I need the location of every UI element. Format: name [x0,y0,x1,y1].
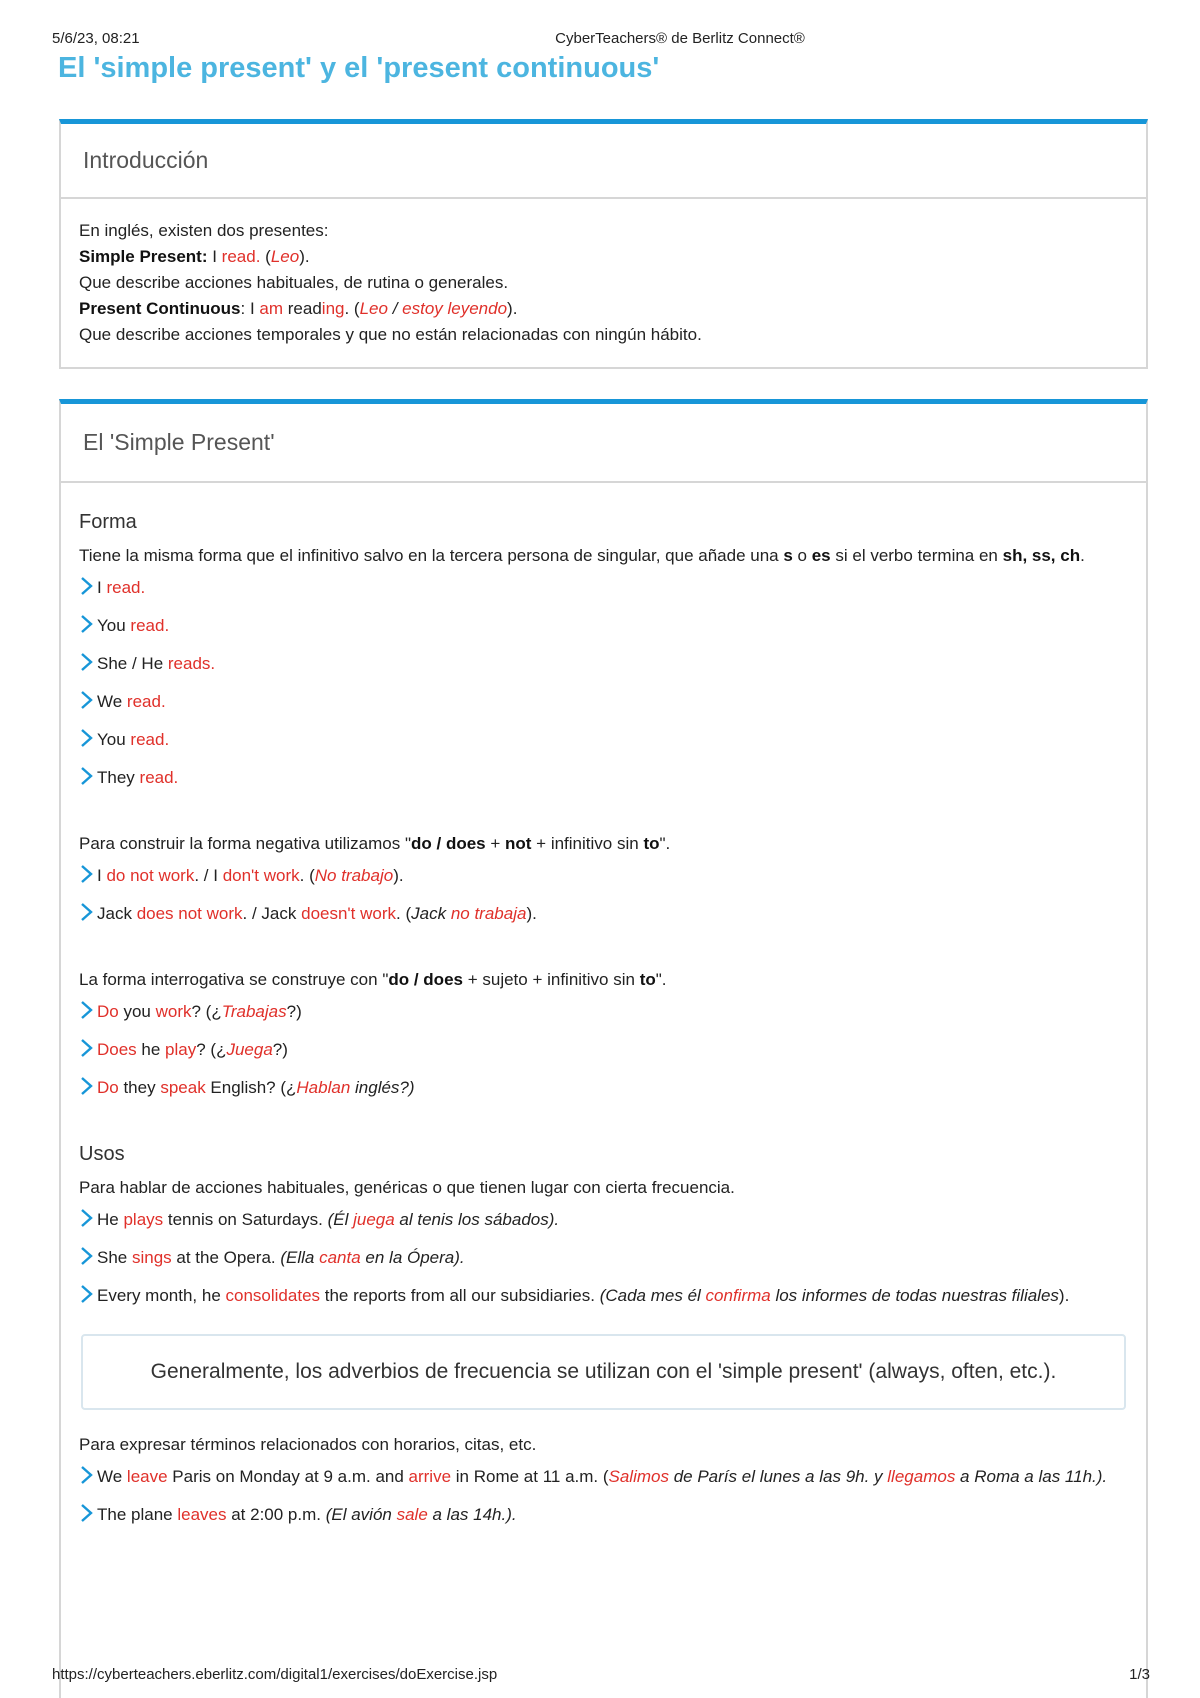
list-item: You read. [79,613,1128,638]
chevron-right-icon [79,1465,94,1485]
print-url: https://cyberteachers.eberlitz.com/digital1/exercises/doExercise.jsp [52,1666,498,1683]
intro-body [61,199,1146,348]
chevron-right-icon [79,614,94,634]
usos-subtitle: Usos [79,1143,125,1165]
chevron-right-icon [79,652,94,672]
horarios-text: Para expresar términos relacionados con horarios, citas, etc. [79,1435,537,1454]
simple-present-label: Simple Present: [79,247,208,266]
intro-line: En inglés, existen dos presentes: [79,221,329,240]
interrogative-list [79,999,1128,1100]
chevron-right-icon [79,864,94,884]
intro-card [59,119,1148,369]
intro-present-continuous-line: Present Continuous: I am reading. (Leo / estoy leyendo). [79,299,518,318]
page-title: El 'simple present' y el 'present continuous' [58,52,660,84]
intro-line: Que describe acciones habituales, de rutina o generales. [79,273,509,292]
usos-list [79,1207,1128,1308]
conjugation-list [79,575,1128,790]
simple-present-heading: El 'Simple Present' [61,404,1146,483]
chevron-right-icon [79,1503,94,1523]
list-item: He plays tennis on Saturdays. (Él juega al tenis los sábados). [79,1207,1128,1232]
horarios-list [79,1464,1128,1527]
chevron-right-icon [79,902,94,922]
simple-present-body [61,483,1146,1527]
chevron-right-icon [79,690,94,710]
list-item: Does he play? (¿Juega?) [79,1037,1128,1062]
intro-line: Que describe acciones temporales y que no están relacionadas con ningún hábito. [79,325,702,344]
forma-subtitle: Forma [79,511,137,533]
negative-intro: Para construir la forma negativa utilizamos "do / does + not + infinitivo sin to". [79,834,671,853]
list-item: Every month, he consolidates the reports from all our subsidiaries. (Cada mes él confirma los informes de todas nuestras filiales). [79,1283,1128,1308]
page-number: 1/3 [1129,1666,1150,1683]
list-item: She / He reads. [79,651,1128,676]
chevron-right-icon [79,1076,94,1096]
chevron-right-icon [79,1000,94,1020]
usos-text: Para hablar de acciones habituales, genéricas o que tienen lugar con cierta frecuencia. [79,1178,735,1197]
chevron-right-icon [79,1038,94,1058]
chevron-right-icon [79,728,94,748]
present-continuous-label: Present Continuous [79,299,241,318]
list-item: The plane leaves at 2:00 p.m. (El avión sale a las 14h.). [79,1502,1128,1527]
list-item: I read. [79,575,1128,600]
chevron-right-icon [79,1208,94,1228]
intro-simple-present-line: Simple Present: I read. (Leo). [79,247,310,266]
list-item: You read. [79,727,1128,752]
negative-list [79,863,1128,926]
list-item: We leave Paris on Monday at 9 a.m. and arrive in Rome at 11 a.m. (Salimos de París el lunes a las 9h. y llegamos a Roma a las 11h.). [79,1464,1128,1489]
list-item: We read. [79,689,1128,714]
list-item: Jack does not work. / Jack doesn't work. (Jack no trabaja). [79,901,1128,926]
chevron-right-icon [79,766,94,786]
interrogative-intro: La forma interrogativa se construye con "do / does + sujeto + infinitivo sin to". [79,970,667,989]
chevron-right-icon [79,1246,94,1266]
print-site-title: CyberTeachers® de Berlitz Connect® [555,30,805,47]
list-item: Do you work? (¿Trabajas?) [79,999,1128,1024]
list-item: I do not work. / I don't work. (No trabajo). [79,863,1128,888]
print-datetime: 5/6/23, 08:21 [52,30,140,47]
chevron-right-icon [79,1284,94,1304]
list-item: Do they speak English? (¿Hablan inglés?) [79,1075,1128,1100]
forma-text: Tiene la misma forma que el infinitivo salvo en la tercera persona de singular, que añade una s o es si el verbo termina en sh, ss, ch. [79,546,1085,565]
intro-heading: Introducción [61,124,1146,199]
list-item: They read. [79,765,1128,790]
frequency-adverbs-note: Generalmente, los adverbios de frecuencia se utilizan con el 'simple present' (always, often, etc.). [81,1334,1126,1410]
chevron-right-icon [79,576,94,596]
list-item: She sings at the Opera. (Ella canta en la Ópera). [79,1245,1128,1270]
simple-present-card [59,399,1148,1698]
